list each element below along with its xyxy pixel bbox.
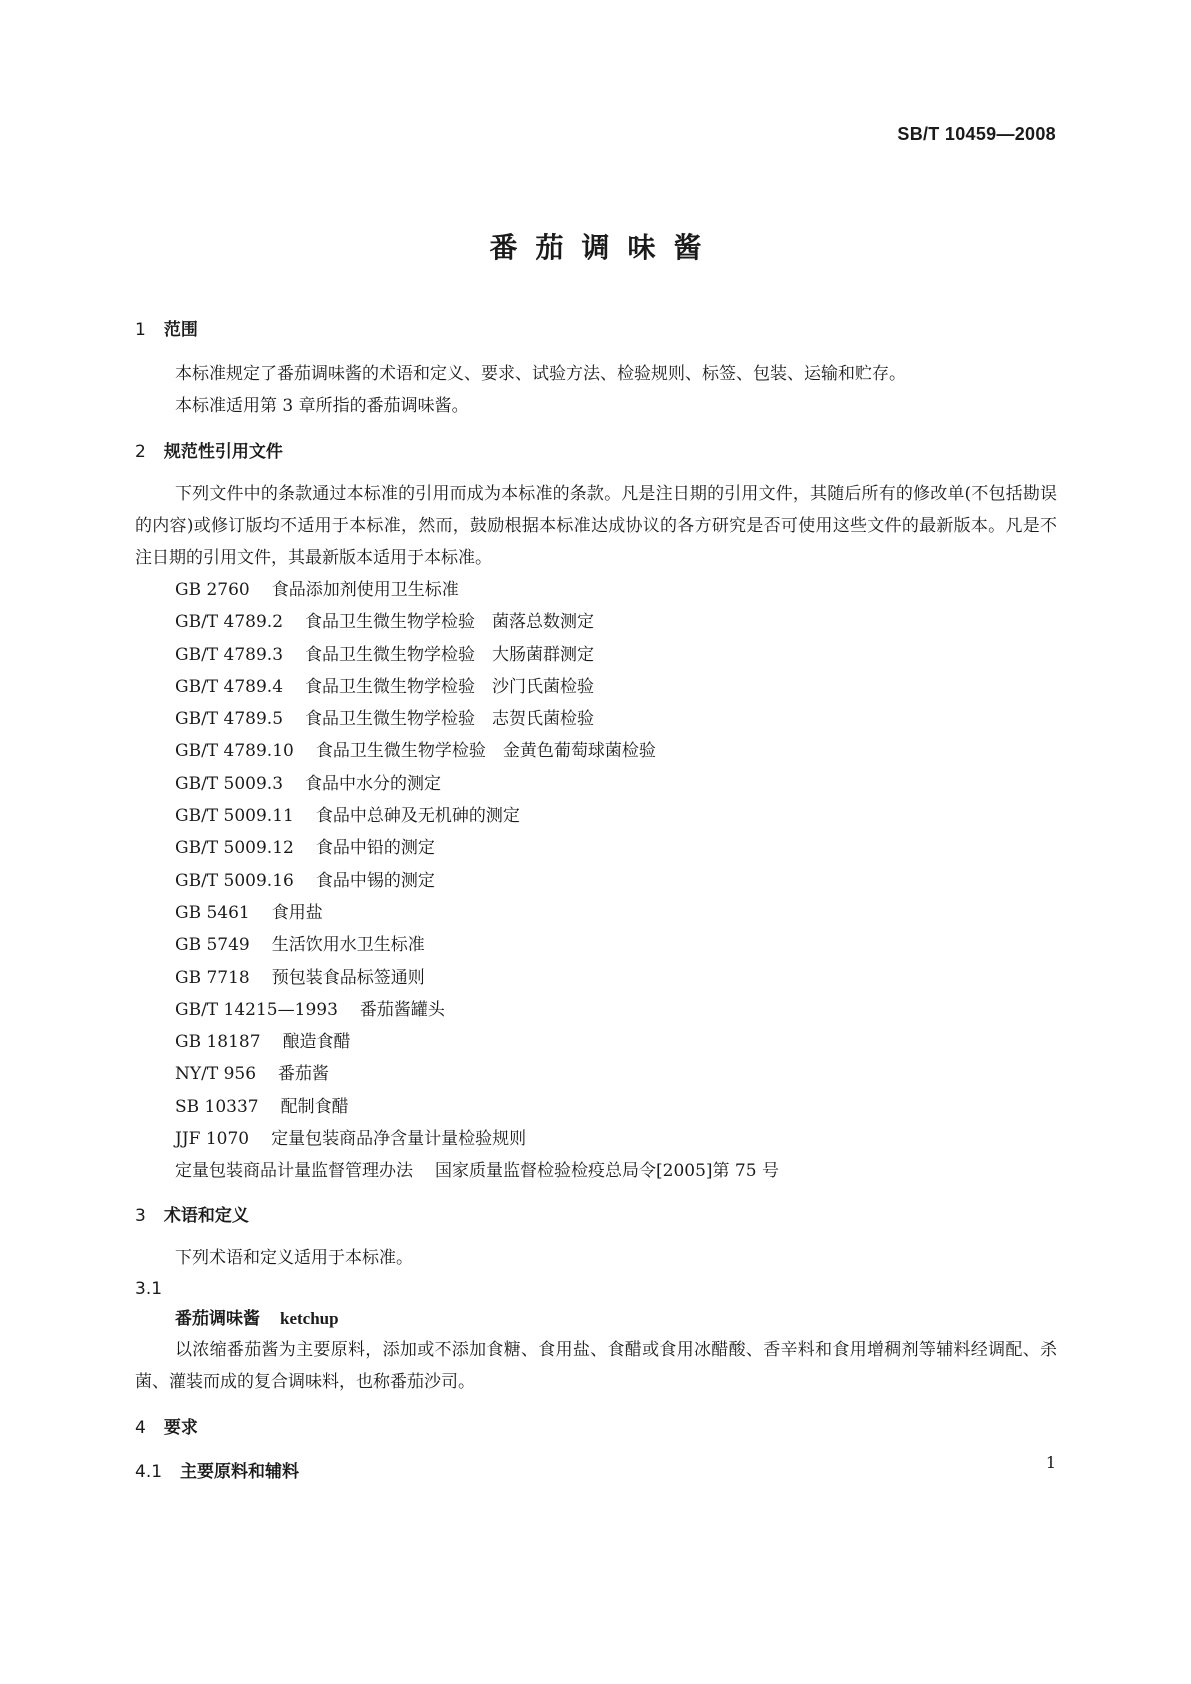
reference-title: 食品卫生微生物学检验 沙门氏菌检验: [305, 676, 595, 697]
reference-title: 食品中铅的测定: [315, 838, 435, 859]
clause-number: 3.1: [135, 1278, 163, 1299]
reference-code: 定量包装商品计量监督管理办法: [175, 1161, 413, 1182]
reference-title: 酿造食醋: [282, 1032, 351, 1053]
reference-title: 食品卫生微生物学检验 金黄色葡萄球菌检验: [315, 741, 656, 762]
document-body: [135, 318, 1057, 1484]
reference-code: GB/T 5009.12: [175, 838, 294, 859]
reference-title: 食用盐: [271, 902, 323, 923]
reference-code: SB 10337: [175, 1096, 259, 1117]
reference-item: [135, 1091, 1057, 1123]
reference-title: 番茄酱: [278, 1064, 330, 1085]
reference-title: 生活饮用水卫生标准: [271, 935, 425, 956]
section-number: 4: [135, 1417, 146, 1438]
reference-item: [135, 1026, 1057, 1058]
reference-item: [135, 703, 1057, 735]
reference-item: [135, 865, 1057, 897]
reference-item: [135, 994, 1057, 1026]
reference-item: [135, 1058, 1057, 1090]
reference-code: GB/T 14215—1993: [175, 999, 338, 1020]
reference-code: GB 5749: [175, 935, 250, 956]
reference-code: GB 7718: [175, 967, 250, 988]
reference-title: 食品中水分的测定: [305, 773, 442, 794]
section-number: 2: [135, 442, 146, 462]
section-title: 要求: [163, 1417, 198, 1438]
reference-item: [135, 832, 1057, 864]
document-title: 番茄调味酱: [489, 231, 720, 264]
reference-code: GB/T 4789.3: [175, 644, 284, 665]
section-number: 1: [135, 320, 146, 340]
scope-paragraph: 本标准适用第 3 章所指的番茄调味酱。: [175, 396, 469, 416]
reference-item: [135, 1155, 1057, 1187]
reference-code: GB/T 5009.16: [175, 870, 294, 891]
reference-title: 食品卫生微生物学检验 志贺氏菌检验: [305, 709, 595, 730]
reference-code: GB/T 4789.2: [175, 612, 284, 633]
reference-title: 食品中锡的测定: [315, 870, 435, 891]
reference-item: [135, 574, 1057, 606]
reference-item: [135, 671, 1057, 703]
reference-title: 番茄酱罐头: [359, 999, 445, 1020]
reference-item: [135, 962, 1057, 994]
reference-code: GB/T 5009.11: [175, 806, 294, 827]
reference-item: [135, 1123, 1057, 1155]
term-definition: 以浓缩番茄酱为主要原料，添加或不添加食糖、食用盐、食醋或食用冰醋酸、香辛料和食用增稠剂等辅料经调配、杀菌、灌装而成的复合调味料，也称番茄沙司。: [135, 1339, 1057, 1392]
page-number: 1: [1045, 1453, 1056, 1472]
scope-paragraph: 本标准规定了番茄调味酱的术语和定义、要求、试验方法、检验规则、标签、包装、运输和贮存。: [175, 364, 906, 384]
section-heading: [135, 440, 1057, 464]
reference-code: JJF 1070: [175, 1129, 250, 1150]
section-requirements: [135, 1416, 1057, 1484]
section-scope: [135, 318, 1057, 422]
reference-code: GB 18187: [175, 1032, 261, 1053]
reference-item: [135, 768, 1057, 800]
reference-code: GB/T 4789.4: [175, 676, 284, 697]
reference-item: [135, 800, 1057, 832]
section-terms-and-definitions: [135, 1204, 1057, 1398]
section-heading: [135, 1204, 1057, 1228]
reference-code: GB/T 4789.5: [175, 709, 284, 730]
subsection-heading: [135, 1460, 1057, 1484]
reference-title: 定量包装商品净含量计量检验规则: [271, 1129, 527, 1150]
terms-intro: 下列术语和定义适用于本标准。: [175, 1247, 413, 1268]
reference-code: GB 5461: [175, 902, 250, 923]
subsection-title: 主要原料和辅料: [180, 1461, 300, 1482]
reference-title: 国家质量监督检验检疫总局令[2005]第 75 号: [435, 1161, 779, 1182]
reference-item: [135, 897, 1057, 929]
section-title: 范围: [163, 320, 198, 340]
term-chinese: 番茄调味酱: [175, 1308, 260, 1329]
reference-title: 预包装食品标签通则: [271, 967, 425, 988]
term-entry: [135, 1304, 1057, 1334]
term-english: ketchup: [280, 1308, 339, 1328]
subsection-number: 4.1: [135, 1461, 163, 1482]
section-title: 规范性引用文件: [163, 442, 283, 462]
section-number: 3: [135, 1205, 146, 1226]
standard-code: SB/T 10459—2008: [897, 124, 1056, 144]
reference-list: [135, 574, 1057, 1188]
references-intro: 下列文件中的条款通过本标准的引用而成为本标准的条款。凡是注日期的引用文件，其随后所有的修改单(不包括勘误的内容)或修订版均不适用于本标准，然而，鼓励根据本标准达成协议的各方研究是否可使用这些文件的最新版本。凡是不注日期的引用文件，其最新版本适用于本标准。: [135, 484, 1057, 568]
reference-title: 食品卫生微生物学检验 菌落总数测定: [305, 612, 595, 633]
reference-item: [135, 929, 1057, 961]
reference-code: NY/T 956: [175, 1064, 257, 1085]
reference-item: [135, 606, 1057, 638]
reference-code: GB/T 4789.10: [175, 741, 294, 762]
reference-title: 配制食醋: [280, 1096, 349, 1117]
section-heading: [135, 1416, 1057, 1440]
reference-code: GB 2760: [175, 580, 250, 600]
section-title: 术语和定义: [163, 1205, 249, 1226]
reference-item: [135, 639, 1057, 671]
reference-title: 食品添加剂使用卫生标准: [271, 580, 459, 600]
section-heading: [135, 318, 1057, 342]
reference-title: 食品卫生微生物学检验 大肠菌群测定: [305, 644, 595, 665]
reference-item: [135, 735, 1057, 767]
reference-code: GB/T 5009.3: [175, 773, 284, 794]
section-normative-references: [135, 440, 1057, 1188]
reference-title: 食品中总砷及无机砷的测定: [315, 806, 520, 827]
